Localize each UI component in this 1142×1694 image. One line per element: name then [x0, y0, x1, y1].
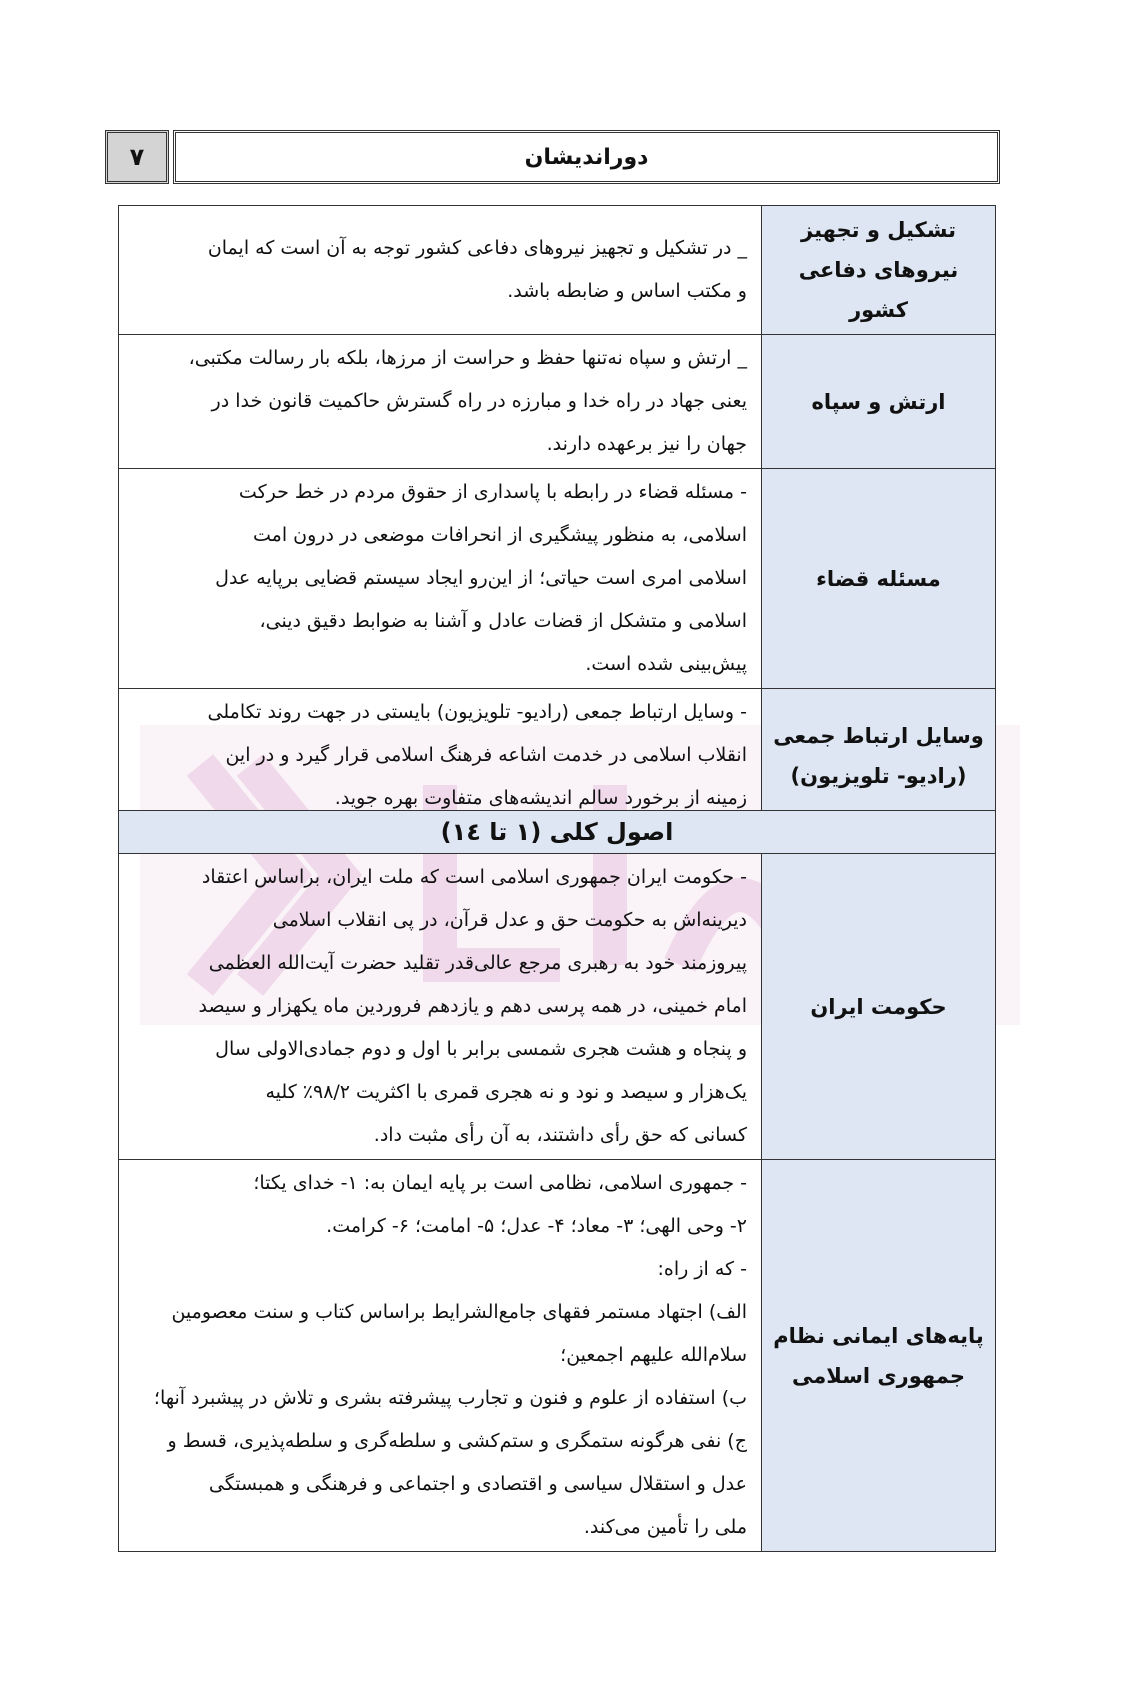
content-line: - حکومت ایران جمهوری اسلامی است که ملت ایران، براساس اعتقاد — [201, 866, 747, 888]
row-content — [119, 854, 762, 1160]
table-heading-row — [119, 811, 996, 854]
row-label: وسایل ارتباط جمعی (رادیو- تلویزیون) — [762, 689, 996, 823]
content-line: ملی را تأمین می‌کند. — [583, 1516, 747, 1538]
content-line: یک‌هزار و سیصد و نود و نه هجری قمری با اکثریت ۹۸/۲٪ کلیه — [265, 1081, 747, 1103]
table-row — [119, 854, 996, 1160]
page-header — [105, 130, 1000, 184]
section-heading: اصول کلی (۱ تا ۱٤) — [119, 811, 996, 854]
content-line: جهان را نیز برعهده دارند. — [546, 433, 747, 455]
content-line: اسلامی امری است حیاتی؛ از این‌رو ایجاد سیستم قضایی برپایه عدل — [215, 567, 747, 589]
content-line: - که از راه: — [657, 1258, 747, 1280]
row-label: حکومت ایران — [762, 854, 996, 1160]
content-line: _ در تشکیل و تجهیز نیروهای دفاعی کشور توجه به آن است که ایمان — [207, 237, 747, 259]
table-row — [119, 335, 996, 469]
content-line: پیروزمند خود به رهبری مرجع عالی‌قدر تقلید حضرت آیت‌الله العظمی — [208, 952, 747, 974]
content-line: پیش‌بینی شده است. — [585, 653, 747, 675]
table-row — [119, 206, 996, 335]
content-line: عدل و استقلال سیاسی و اقتصادی و اجتماعی و فرهنگی و همبستگی — [208, 1473, 747, 1495]
content-line: اسلامی و متشکل از قضات عادل و آشنا به ضوابط دقیق دینی، — [259, 610, 747, 632]
row-label: پایه‌های ایمانی نظام جمهوری اسلامی — [762, 1160, 996, 1552]
content-line: و پنجاه و هشت هجری شمسی برابر با اول و دوم جمادی‌الاولی سال — [215, 1038, 747, 1060]
page-number: ۷ — [105, 130, 169, 184]
content-line: یعنی جهاد در راه خدا و مبارزه در راه گسترش حاکمیت قانون خدا در — [211, 390, 747, 412]
row-content — [119, 206, 762, 335]
content-line: دیرینه‌اش به حکومت حق و عدل قرآن، در پی انقلاب اسلامی — [272, 909, 747, 931]
content-line: - مسئله قضاء در رابطه با پاسداری از حقوق مردم در خط حرکت — [238, 481, 747, 503]
table-general-principles — [118, 810, 996, 1552]
content-line: زمینه از برخورد سالم اندیشه‌های متفاوت بهره جوید. — [334, 787, 747, 809]
row-content — [119, 469, 762, 689]
table-row — [119, 1160, 996, 1552]
content-line: امام خمینی، در همه پرسی دهم و یازدهم فروردین ماه یکهزار و سیصد — [198, 995, 747, 1017]
table-defense-institutions — [118, 205, 996, 823]
content-line: سلام‌الله علیهم اجمعین؛ — [560, 1344, 747, 1366]
content-line: ب) استفاده از علوم و فنون و تجارب پیشرفته بشری و تلاش در پیشبرد آنها؛ — [153, 1387, 747, 1409]
table-row — [119, 689, 996, 823]
row-content — [119, 1160, 762, 1552]
table-row — [119, 469, 996, 689]
content-line: اسلامی، به منظور پیشگیری از انحرافات موضعی در درون امت — [253, 524, 747, 546]
content-line: انقلاب اسلامی در خدمت اشاعه فرهنگ اسلامی قرار گیرد و در این — [225, 744, 747, 766]
content-line: الف) اجتهاد مستمر فقهای جامع‌الشرایط براساس کتاب و سنت معصومین — [171, 1301, 747, 1323]
row-content — [119, 335, 762, 469]
row-label: مسئله قضاء — [762, 469, 996, 689]
content-line: و مکتب اساس و ضابطه باشد. — [507, 280, 747, 302]
content-line: - جمهوری اسلامی، نظامی است بر پایه ایمان به: ۱- خدای یکتا؛ — [253, 1172, 747, 1194]
content-line: _ ارتش و سپاه نه‌تنها حفظ و حراست از مرزها، بلکه بار رسالت مکتبی، — [188, 347, 747, 369]
row-content — [119, 689, 762, 823]
content-line: کسانی که حق رأی داشتند، به آن رأی مثبت داد. — [373, 1124, 747, 1146]
row-label: ارتش و سپاه — [762, 335, 996, 469]
row-label: تشکیل و تجهیز نیروهای دفاعی کشور — [762, 206, 996, 335]
page-title: دوراندیشان — [173, 130, 1000, 184]
content-line: ج) نفی هرگونه ستمگری و ستم‌کشی و سلطه‌گری و سلطه‌پذیری، قسط و — [167, 1430, 747, 1452]
content-line: ۲- وحی الهی؛ ۳- معاد؛ ۴- عدل؛ ۵- امامت؛ ۶- کرامت. — [326, 1215, 747, 1237]
content-line: - وسایل ارتباط جمعی (رادیو- تلویزیون) بایستی در جهت روند تکاملی — [207, 701, 747, 723]
